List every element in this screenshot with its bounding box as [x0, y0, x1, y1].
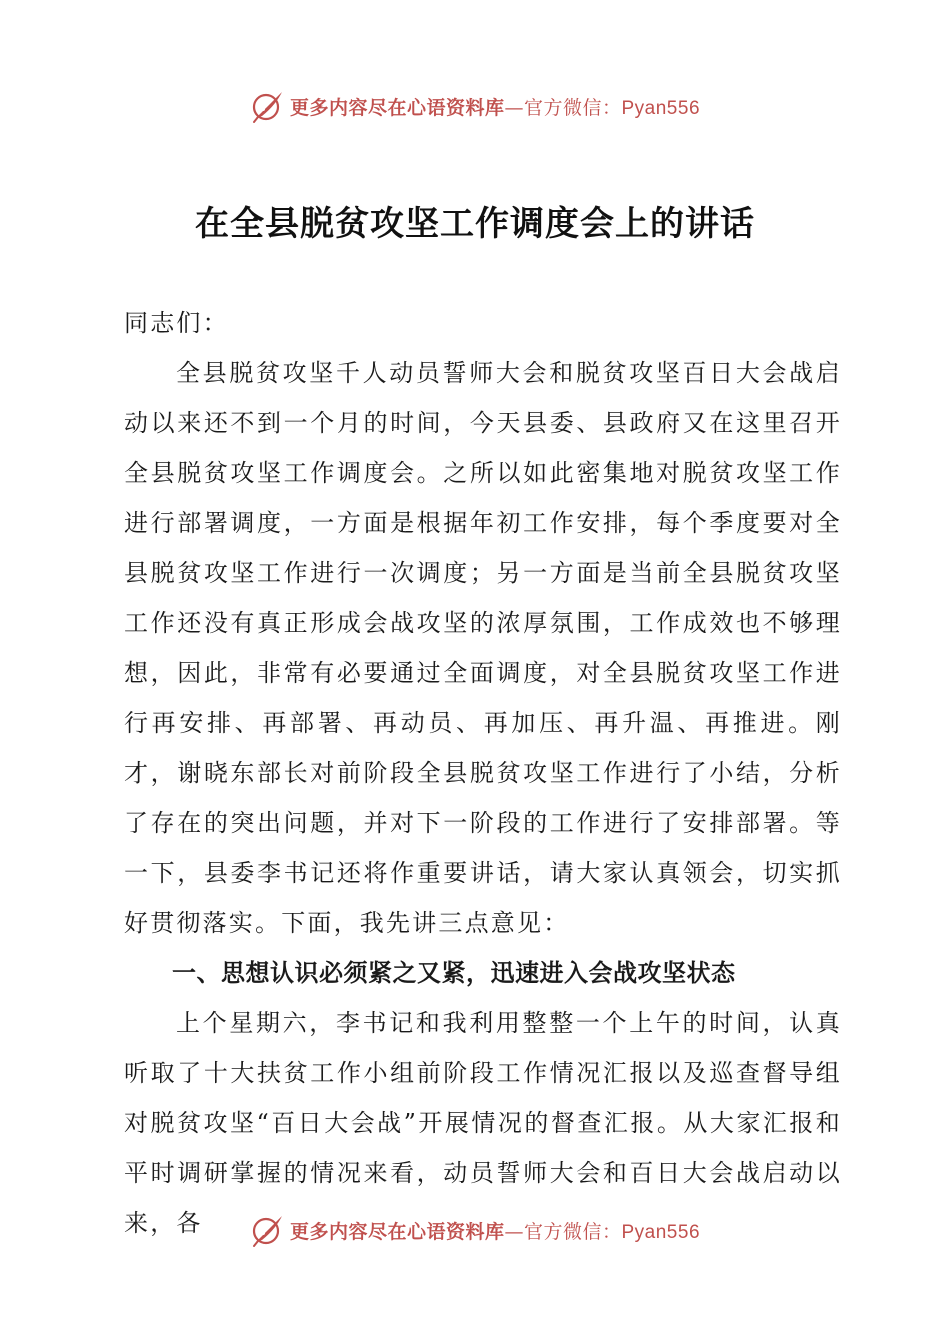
watermark-contact-id: Pyan556 [621, 1221, 701, 1243]
document-title: 在全县脱贫攻坚工作调度会上的讲话 [195, 204, 755, 244]
watermark-separator: — [504, 1220, 524, 1243]
watermark-brand: 更多内容尽在心语资料库 [289, 96, 505, 119]
quill-pen-logo-icon [250, 1212, 286, 1248]
header-watermark [0, 86, 950, 126]
watermark-contact-label: 官方微信： [523, 96, 622, 119]
body-paragraph: 全县脱贫攻坚千人动员誓师大会和脱贫攻坚百日大会战启动以来还不到一个月的时间，今天县委、县政府又在这里召开全县脱贫攻坚工作调度会。之所以如此密集地对脱贫攻坚工作进行部署调度，一方面是根据年初工作安排，每个季度要对全县脱贫攻坚工作进行一次调度；另一方面是当前全县脱贫攻坚工作还没有真正形成会战攻坚的浓厚氛围，工作成效也不够理想，因此，非常有必要通过全面调度，对全县脱贫攻坚工作进行再安排、再部署、再动员、再加压、再升温、再推进。刚才，谢晓东部长对前阶段全县脱贫攻坚工作进行了小结，分析了存在的突出问题，并对下一阶段的工作进行了安排部署。等一下，县委李书记还将作重要讲话，请大家认真领会，切实抓好贯彻落实。下面，我先讲三点意见： [124, 359, 842, 937]
salutation: 同志们： [124, 309, 229, 337]
watermark-text [290, 93, 700, 120]
watermark-contact-label: 官方微信： [523, 1220, 622, 1243]
footer-watermark [0, 1210, 950, 1250]
watermark-brand: 更多内容尽在心语资料库 [289, 1220, 505, 1243]
watermark-text [290, 1217, 700, 1244]
document-body [124, 298, 842, 1248]
quill-pen-logo-icon [250, 88, 286, 124]
body-paragraph: 上个星期六，李书记和我利用整整一个上午的时间，认真听取了十大扶贫工作小组前阶段工作情况汇报以及巡查督导组对脱贫攻坚“百日大会战”开展情况的督查汇报。从大家汇报和平时调研掌握的情况来看，动员誓师大会和百日大会战启动以来，各 [124, 1009, 842, 1237]
watermark-separator: — [504, 96, 524, 119]
section-heading: 一、思想认识必须紧之又紧，迅速进入会战攻坚状态 [172, 959, 736, 987]
watermark-contact-id: Pyan556 [621, 97, 701, 119]
